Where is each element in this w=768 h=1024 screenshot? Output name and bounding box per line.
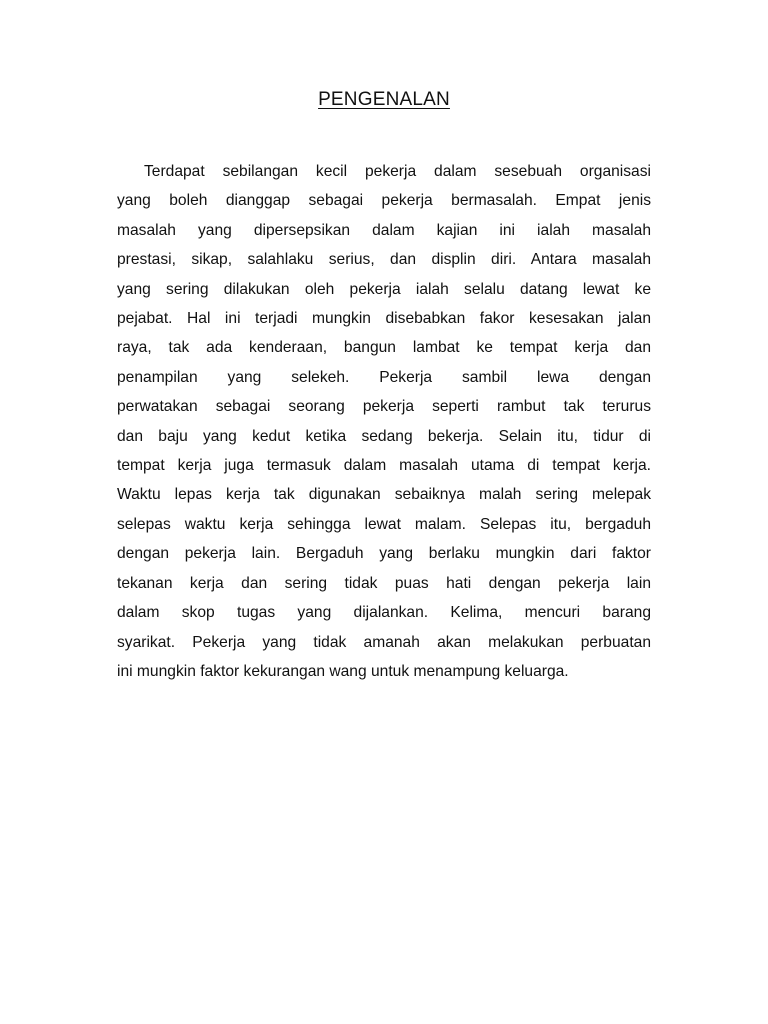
paragraph-line: Waktu lepas kerja tak digunakan sebaiknya malah sering melepak bbox=[117, 486, 651, 504]
paragraph-line: dan baju yang kedut ketika sedang bekerja. Selain itu, tidur di bbox=[117, 427, 651, 445]
paragraph-line: perwatakan sebagai seorang pekerja seperti rambut tak terurus bbox=[117, 398, 651, 416]
paragraph-line: ini mungkin faktor kekurangan wang untuk menampung keluarga. bbox=[117, 662, 569, 680]
paragraph-line: penampilan yang selekeh. Pekerja sambil lewa dengan bbox=[117, 368, 651, 386]
paragraph-line: dengan pekerja lain. Bergaduh yang berlaku mungkin dari faktor bbox=[117, 545, 651, 563]
paragraph-line: syarikat. Pekerja yang tidak amanah akan melakukan perbuatan bbox=[117, 633, 651, 651]
paragraph-line: raya, tak ada kenderaan, bangun lambat ke tempat kerja dan bbox=[117, 339, 651, 357]
paragraph-line: yang sering dilakukan oleh pekerja ialah selalu datang lewat ke bbox=[117, 280, 651, 298]
paragraph-line: pejabat. Hal ini terjadi mungkin disebabkan fakor kesesakan jalan bbox=[117, 310, 651, 328]
paragraph-line: yang boleh dianggap sebagai pekerja bermasalah. Empat jenis bbox=[117, 192, 651, 210]
paragraph-line: tekanan kerja dan sering tidak puas hati dengan pekerja lain bbox=[117, 574, 651, 592]
page-title: PENGENALAN bbox=[318, 89, 450, 110]
paragraph-line: dalam skop tugas yang dijalankan. Kelima, mencuri barang bbox=[117, 604, 651, 622]
paragraph-line: prestasi, sikap, salahlaku serius, dan displin diri. Antara masalah bbox=[117, 251, 651, 269]
paragraph-line: Terdapat sebilangan kecil pekerja dalam sesebuah organisasi bbox=[144, 163, 651, 180]
paragraph-line: selepas waktu kerja sehingga lewat malam. Selepas itu, bergaduh bbox=[117, 515, 651, 533]
body-paragraph bbox=[117, 157, 651, 686]
paragraph-line: tempat kerja juga termasuk dalam masalah utama di tempat kerja. bbox=[117, 457, 651, 475]
paragraph-line: masalah yang dipersepsikan dalam kajian ini ialah masalah bbox=[117, 221, 651, 239]
